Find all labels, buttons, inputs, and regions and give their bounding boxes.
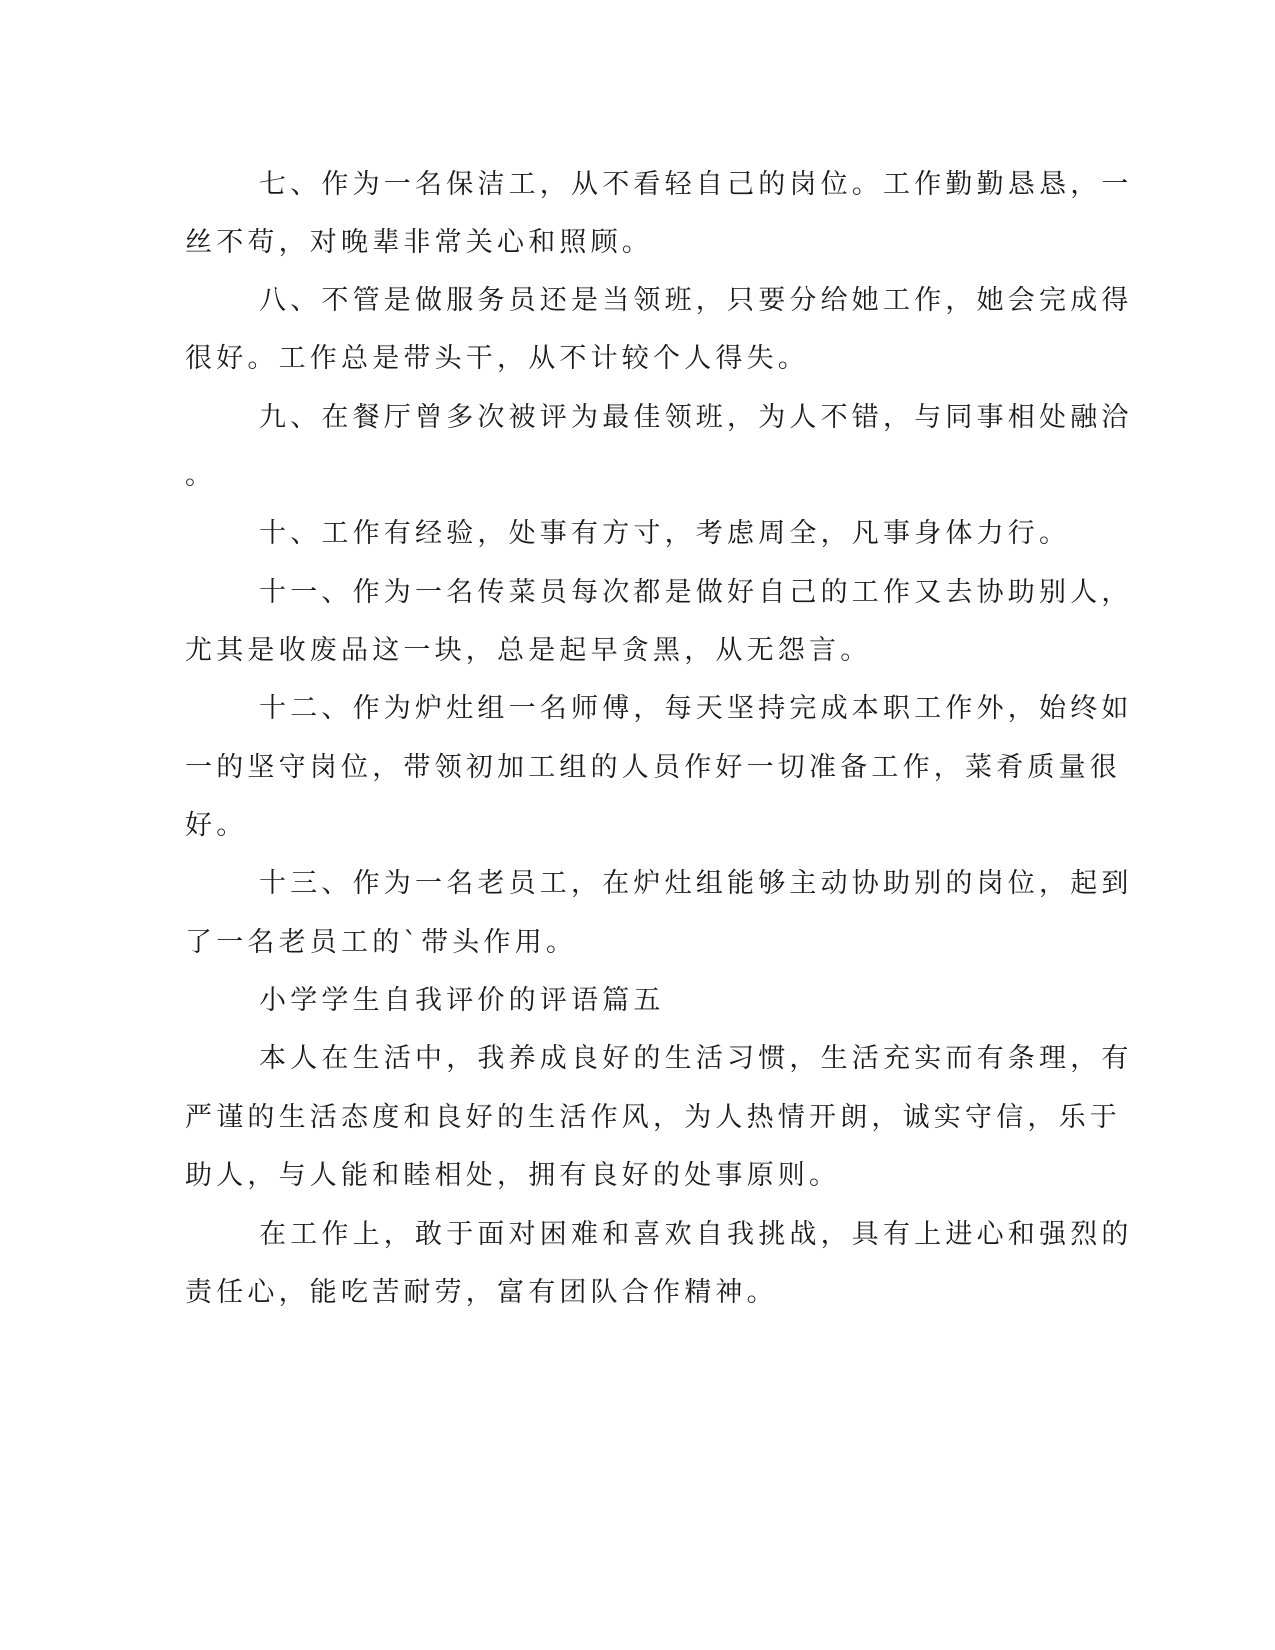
paragraph-work-line-2: 责任心，能吃苦耐劳，富有团队合作精神。 bbox=[185, 1277, 778, 1308]
paragraph-11-line-1: 十一、作为一名传菜员每次都是做好自己的工作又去协助别人， bbox=[259, 577, 1133, 608]
paragraph-self-line-1: 本人在生活中，我养成良好的生活习惯，生活充实而有条理，有 bbox=[259, 1043, 1133, 1074]
paragraph-9-line-2: 。 bbox=[185, 460, 217, 491]
paragraph-self-line-3: 助人，与人能和睦相处，拥有良好的处事原则。 bbox=[185, 1160, 841, 1191]
paragraph-8-line-2: 很好。工作总是带头干，从不计较个人得失。 bbox=[185, 343, 809, 374]
paragraph-12-line-3: 好。 bbox=[185, 810, 248, 841]
section-heading: 小学学生自我评价的评语篇五 bbox=[259, 985, 665, 1016]
paragraph-7-line-2: 丝不苟，对晚辈非常关心和照顾。 bbox=[185, 227, 653, 258]
paragraph-work-line-1: 在工作上，敢于面对困难和喜欢自我挑战，具有上进心和强烈的 bbox=[259, 1219, 1133, 1250]
paragraph-8-line-1: 八、不管是做服务员还是当领班，只要分给她工作，她会完成得 bbox=[259, 285, 1133, 316]
paragraph-11-line-2: 尤其是收废品这一块，总是起早贪黑，从无怨言。 bbox=[185, 635, 872, 666]
paragraph-9-line-1: 九、在餐厅曾多次被评为最佳领班，为人不错，与同事相处融洽 bbox=[259, 402, 1133, 433]
paragraph-self-line-2: 严谨的生活态度和良好的生活作风，为人热情开朗，诚实守信，乐于 bbox=[185, 1102, 1121, 1133]
paragraph-12-line-2: 一的坚守岗位，带领初加工组的人员作好一切准备工作，菜肴质量很 bbox=[185, 752, 1121, 783]
paragraph-7-line-1: 七、作为一名保洁工，从不看轻自己的岗位。工作勤勤恳恳，一 bbox=[259, 169, 1133, 200]
paragraph-10-line-1: 十、工作有经验，处事有方寸，考虑周全，凡事身体力行。 bbox=[259, 518, 1071, 549]
paragraph-12-line-1: 十二、作为炉灶组一名师傅，每天坚持完成本职工作外，始终如 bbox=[259, 693, 1133, 724]
paragraph-13-line-2: 了一名老员工的`带头作用。 bbox=[185, 927, 578, 958]
paragraph-13-line-1: 十三、作为一名老员工，在炉灶组能够主动协助别的岗位，起到 bbox=[259, 868, 1133, 899]
